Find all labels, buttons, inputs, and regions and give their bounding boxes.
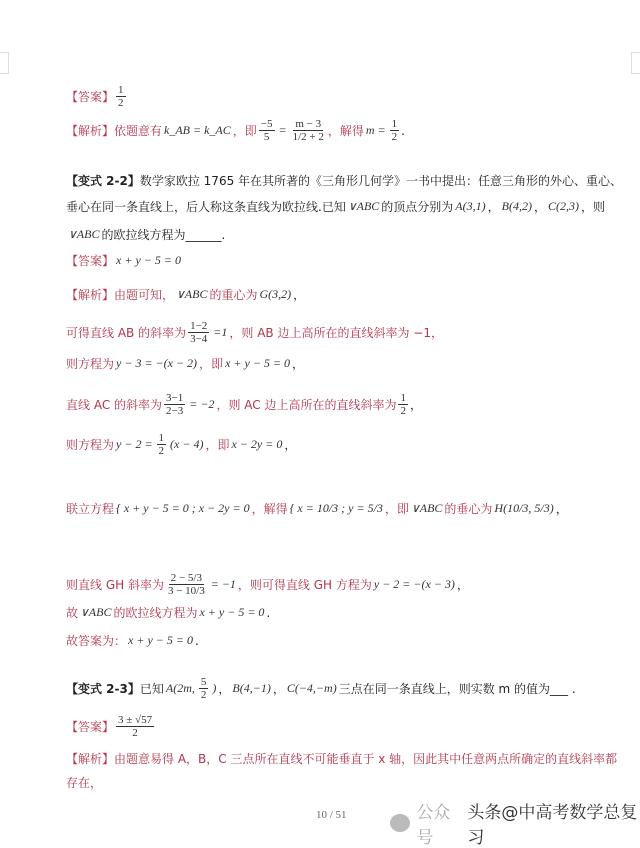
text-span: 【答案】 — [66, 90, 115, 104]
math-expression: ∨ABC — [347, 199, 380, 213]
text-span: 的垂心为 — [444, 502, 493, 516]
denominator: 2 — [200, 689, 207, 701]
math-expression: y − 2 = −(x − 3) — [373, 577, 455, 591]
math-expression: x + y − 5 = 0 — [225, 356, 291, 370]
fraction — [291, 118, 326, 143]
math-expression: = −1 — [210, 577, 236, 591]
math-expression: =1 — [213, 325, 228, 339]
numerator: 1 — [391, 118, 398, 130]
text-line — [66, 632, 199, 649]
text-span: 可得直线 AB 的斜率为 — [66, 326, 187, 340]
math-expression: x + y − 5 = 0 — [128, 633, 193, 647]
text-span: . — [266, 605, 271, 620]
text-span: ，则 AB 边上高所在的直线斜率为 −1， — [229, 326, 443, 340]
math-expression: (x − 4) — [170, 437, 204, 451]
text-span: 联立方程 — [66, 502, 115, 516]
math-expression: A(2m, — [165, 681, 195, 695]
text-span: 故答案为： — [66, 634, 127, 648]
math-expression: = — [278, 123, 287, 137]
math-expression: { x = 10/3 ; y = 5/3 — [289, 501, 383, 515]
denominator: 2 — [400, 405, 406, 417]
problem-label: 【变式 2-3】 — [66, 682, 140, 696]
fraction — [116, 714, 154, 739]
numerator: m − 3 — [295, 118, 322, 130]
text-span: ， — [456, 578, 469, 592]
denominator: 2 — [158, 445, 165, 457]
text-span: 【解析】由题可知， — [66, 288, 175, 302]
numerator: 3 ± √57 — [118, 714, 153, 726]
text-span: . — [194, 633, 199, 648]
math-expression: C(2,3) — [547, 199, 579, 213]
text-span: ， — [409, 398, 422, 412]
math-expression: k_AB = k_AC — [164, 123, 231, 137]
math-expression: ) — [212, 681, 217, 695]
page-number: 10 / 51 — [316, 809, 347, 821]
text-span: ，解得 — [251, 502, 288, 516]
math-expression: x − 2y = 0 — [231, 437, 283, 451]
text-line — [66, 572, 469, 597]
fraction — [116, 84, 126, 109]
math-expression: x + y − 5 = 0 — [116, 253, 181, 267]
text-span: 的欧拉线方程为 — [113, 606, 198, 620]
numerator: −5 — [260, 118, 273, 130]
denominator: 5 — [263, 131, 270, 143]
math-expression: B(4,−1) — [232, 681, 271, 695]
numerator: 1 — [118, 84, 124, 96]
text-span: 已知 — [139, 682, 164, 696]
fraction — [166, 572, 207, 597]
denominator: 3 − 10/3 — [167, 585, 205, 597]
math-expression: m = — [365, 123, 386, 137]
numerator: 1 — [158, 432, 165, 444]
numerator: 3−1 — [166, 392, 184, 404]
watermark-prefix: 公众号 — [416, 803, 451, 848]
text-span: 直线 AC 的斜率为 — [66, 398, 163, 412]
text-span: ， — [272, 682, 285, 696]
text-span: ， — [284, 438, 297, 452]
text-line — [66, 432, 296, 457]
denominator: 1/2 + 2 — [292, 131, 324, 143]
text-span: 【解析】依题意有 — [66, 124, 163, 138]
text-span: 数学家欧拉 1765 年在其所著的《三角形几何学》一书中提出：任意三角形的外心、重心、 — [139, 174, 623, 188]
text-span: ， — [555, 502, 568, 516]
text-span: 【解析】由题意易得 A，B，C 三点所在直线不可能垂直于 x 轴，因此其中任意两点所确定的直线斜率都 — [66, 752, 618, 766]
fraction — [157, 432, 167, 457]
text-span: ， — [218, 682, 231, 696]
text-line — [66, 198, 605, 215]
page-corner-top-right — [631, 52, 640, 74]
text-line — [66, 676, 576, 701]
math-expression: ∨ABC — [176, 287, 208, 301]
text-span: 垂心在同一条直线上，后人称这条直线为欧拉线.已知 — [66, 200, 346, 214]
math-expression: B(4,2) — [501, 199, 532, 213]
page-corner-top-left — [0, 52, 9, 74]
text-span: ，即 — [384, 502, 409, 516]
text-line — [66, 355, 304, 372]
math-expression: ∨ABC — [80, 605, 112, 619]
text-line — [66, 604, 270, 621]
text-line — [66, 172, 622, 189]
text-line — [66, 84, 128, 109]
math-expression: = −2 — [189, 397, 215, 411]
text-span: 三点在同一条直线上，则实数 m 的值为___ . — [338, 682, 576, 696]
denominator: 2−3 — [166, 405, 184, 417]
denominator: 3−4 — [190, 333, 208, 345]
text-span: ， — [292, 357, 305, 371]
text-span: 的欧拉线方程为______. — [101, 228, 226, 242]
math-expression: C(−4,−m) — [286, 681, 337, 695]
text-line — [66, 714, 156, 739]
text-span: ，解得 — [327, 124, 364, 138]
denominator: 2 — [118, 97, 124, 109]
math-expression: G(3,2) — [259, 287, 292, 301]
problem-label: 【变式 2-2】 — [66, 174, 140, 188]
math-expression: y − 2 = — [116, 437, 153, 451]
text-line — [66, 320, 443, 345]
text-span: 存在， — [66, 776, 103, 790]
denominator: 2 — [391, 131, 398, 143]
wechat-icon — [390, 814, 410, 832]
fraction — [188, 320, 209, 345]
watermark-text: 头条@中高考数学总复习 — [467, 803, 638, 848]
text-line — [66, 226, 225, 243]
fraction — [259, 118, 275, 143]
numerator: 1−2 — [190, 320, 208, 332]
math-expression: A(3,1) — [455, 199, 486, 213]
math-expression: { x + y − 5 = 0 ; x − 2y = 0 — [116, 501, 250, 515]
denominator: 2 — [132, 727, 138, 739]
numerator: 5 — [200, 676, 207, 688]
text-span: . — [401, 123, 405, 138]
math-expression: H(10/3, 5/3) — [494, 501, 554, 515]
text-span: 故 — [66, 606, 79, 620]
text-span: 【答案】 — [66, 254, 115, 268]
text-line — [66, 118, 405, 143]
text-span: 则方程为 — [66, 357, 115, 371]
text-span: 的重心为 — [209, 288, 258, 302]
text-line — [66, 500, 568, 517]
text-span: ， — [487, 200, 500, 214]
text-line — [66, 252, 183, 269]
text-span: ，则 — [580, 200, 605, 214]
watermark — [390, 798, 640, 848]
math-expression: ∨ABC — [410, 501, 443, 515]
fraction — [199, 676, 209, 701]
fraction — [164, 392, 185, 417]
text-span: ，即 — [232, 124, 257, 138]
math-expression: y − 3 = −(x − 2) — [116, 356, 198, 370]
text-line — [66, 392, 422, 417]
fraction — [398, 392, 408, 417]
text-span: ，则可得直线 GH 方程为 — [237, 578, 372, 592]
text-line — [66, 286, 305, 303]
text-span: ，则 AC 边上高所在的直线斜率为 — [216, 398, 397, 412]
text-line — [66, 750, 617, 767]
fraction — [390, 118, 400, 143]
text-span: 则方程为 — [66, 438, 115, 452]
text-span: 则直线 GH 斜率为 — [66, 578, 164, 592]
text-span: ，即 — [199, 357, 224, 371]
text-span: ， — [533, 200, 546, 214]
text-span: ，即 — [205, 438, 230, 452]
text-span: 【答案】 — [66, 720, 115, 734]
text-span: ， — [293, 288, 306, 302]
math-expression: ∨ABC — [68, 227, 100, 241]
numerator: 1 — [400, 392, 406, 404]
math-expression: x + y − 5 = 0 — [199, 605, 265, 619]
numerator: 2 − 5/3 — [170, 572, 202, 584]
text-line — [66, 774, 102, 791]
text-span: 的顶点分别为 — [381, 200, 454, 214]
